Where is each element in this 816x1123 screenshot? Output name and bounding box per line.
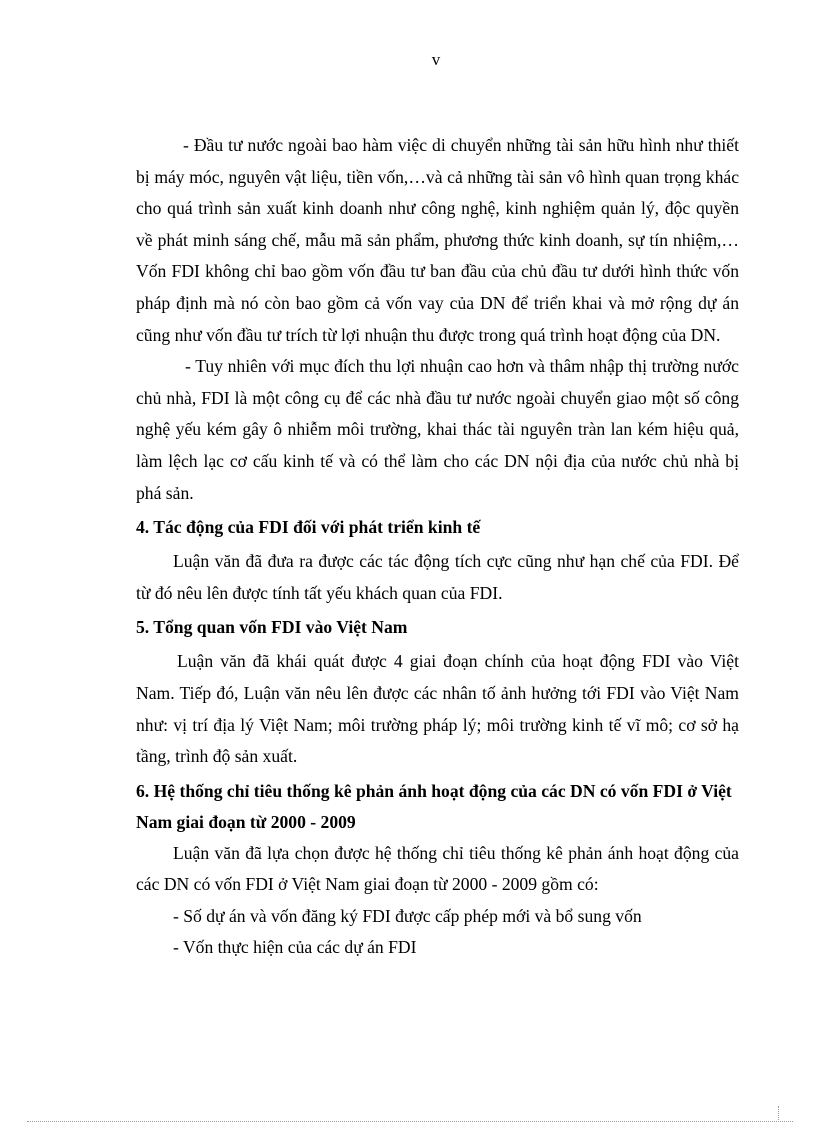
paragraph-fdi-overview: Luận văn đã khái quát được 4 giai đoạn chính của hoạt động FDI vào Việt Nam. Tiếp đó, Luận văn nêu lên được các nhân tố ảnh hưởng tới FDI vào Việt Nam như: vị trí địa lý Việt Nam; môi trường pháp lý; môi trường kinh tế vĩ mô; cơ sở hạ tầng, trình độ sản xuất.	[136, 651, 739, 767]
paragraph-indicator-system: Luận văn đã lựa chọn được hệ thống chỉ tiêu thống kê phản ánh hoạt động của các DN có vốn FDI ở Việt Nam giai đoạn từ 2000 - 2009 gồm có:	[136, 842, 739, 895]
footer-divider	[27, 1121, 793, 1122]
paragraph-fdi-impact: Luận văn đã đưa ra được các tác động tích cực cũng như hạn chế của FDI. Để từ đó nêu lên được tính tất yếu khách quan của FDI.	[136, 551, 739, 603]
section-heading-6: 6. Hệ thống chỉ tiêu thống kê phản ánh hoạt động của các DN có vốn FDI ở Việt Nam giai đoạn từ 2000 - 2009	[136, 780, 732, 832]
list-item: - Số dự án và vốn đăng ký FDI được cấp phép mới và bổ sung vốn	[173, 905, 642, 926]
document-body	[136, 130, 739, 964]
page-number: v	[431, 50, 441, 69]
section-heading-5: 5. Tổng quan vốn FDI vào Việt Nam	[136, 617, 408, 638]
paragraph-fdi-drawbacks: - Tuy nhiên với mục đích thu lợi nhuận cao hơn và thâm nhập thị trường nước chủ nhà, FDI là một công cụ để các nhà đầu tư nước ngoài chuyển giao một số công nghệ yếu kém gây ô nhiễm môi trường, khai thác tài nguyên tràn lan kém hiệu quả, làm lệch lạc cơ cấu kinh tế và có thể làm cho các DN nội địa của nước chủ nhà bị phá sản.	[136, 356, 739, 503]
paragraph-foreign-investment: - Đầu tư nước ngoài bao hàm việc di chuyển những tài sản hữu hình như thiết bị máy móc, nguyên vật liệu, tiền vốn,…và cả những tài sản vô hình quan trọng khác cho quá trình sản xuất kinh doanh như công nghệ, kinh nghiệm quản lý, độc quyền về phát minh sáng chế, mẫu mã sản phẩm, phương thức kinh doanh, sự tín nhiệm,…Vốn FDI không chỉ bao gồm vốn đầu tư ban đầu của chủ đầu tư dưới hình thức vốn pháp định mà nó còn bao gồm cả vốn vay của DN để triển khai và mở rộng dự án cũng như vốn đầu tư trích từ lợi nhuận thu được trong quá trình hoạt động của DN.	[136, 135, 739, 345]
section-heading-4: 4. Tác động của FDI đối với phát triển kinh tế	[136, 517, 481, 538]
footer-corner-mark	[778, 1106, 780, 1122]
list-item: - Vốn thực hiện của các dự án FDI	[173, 937, 417, 958]
